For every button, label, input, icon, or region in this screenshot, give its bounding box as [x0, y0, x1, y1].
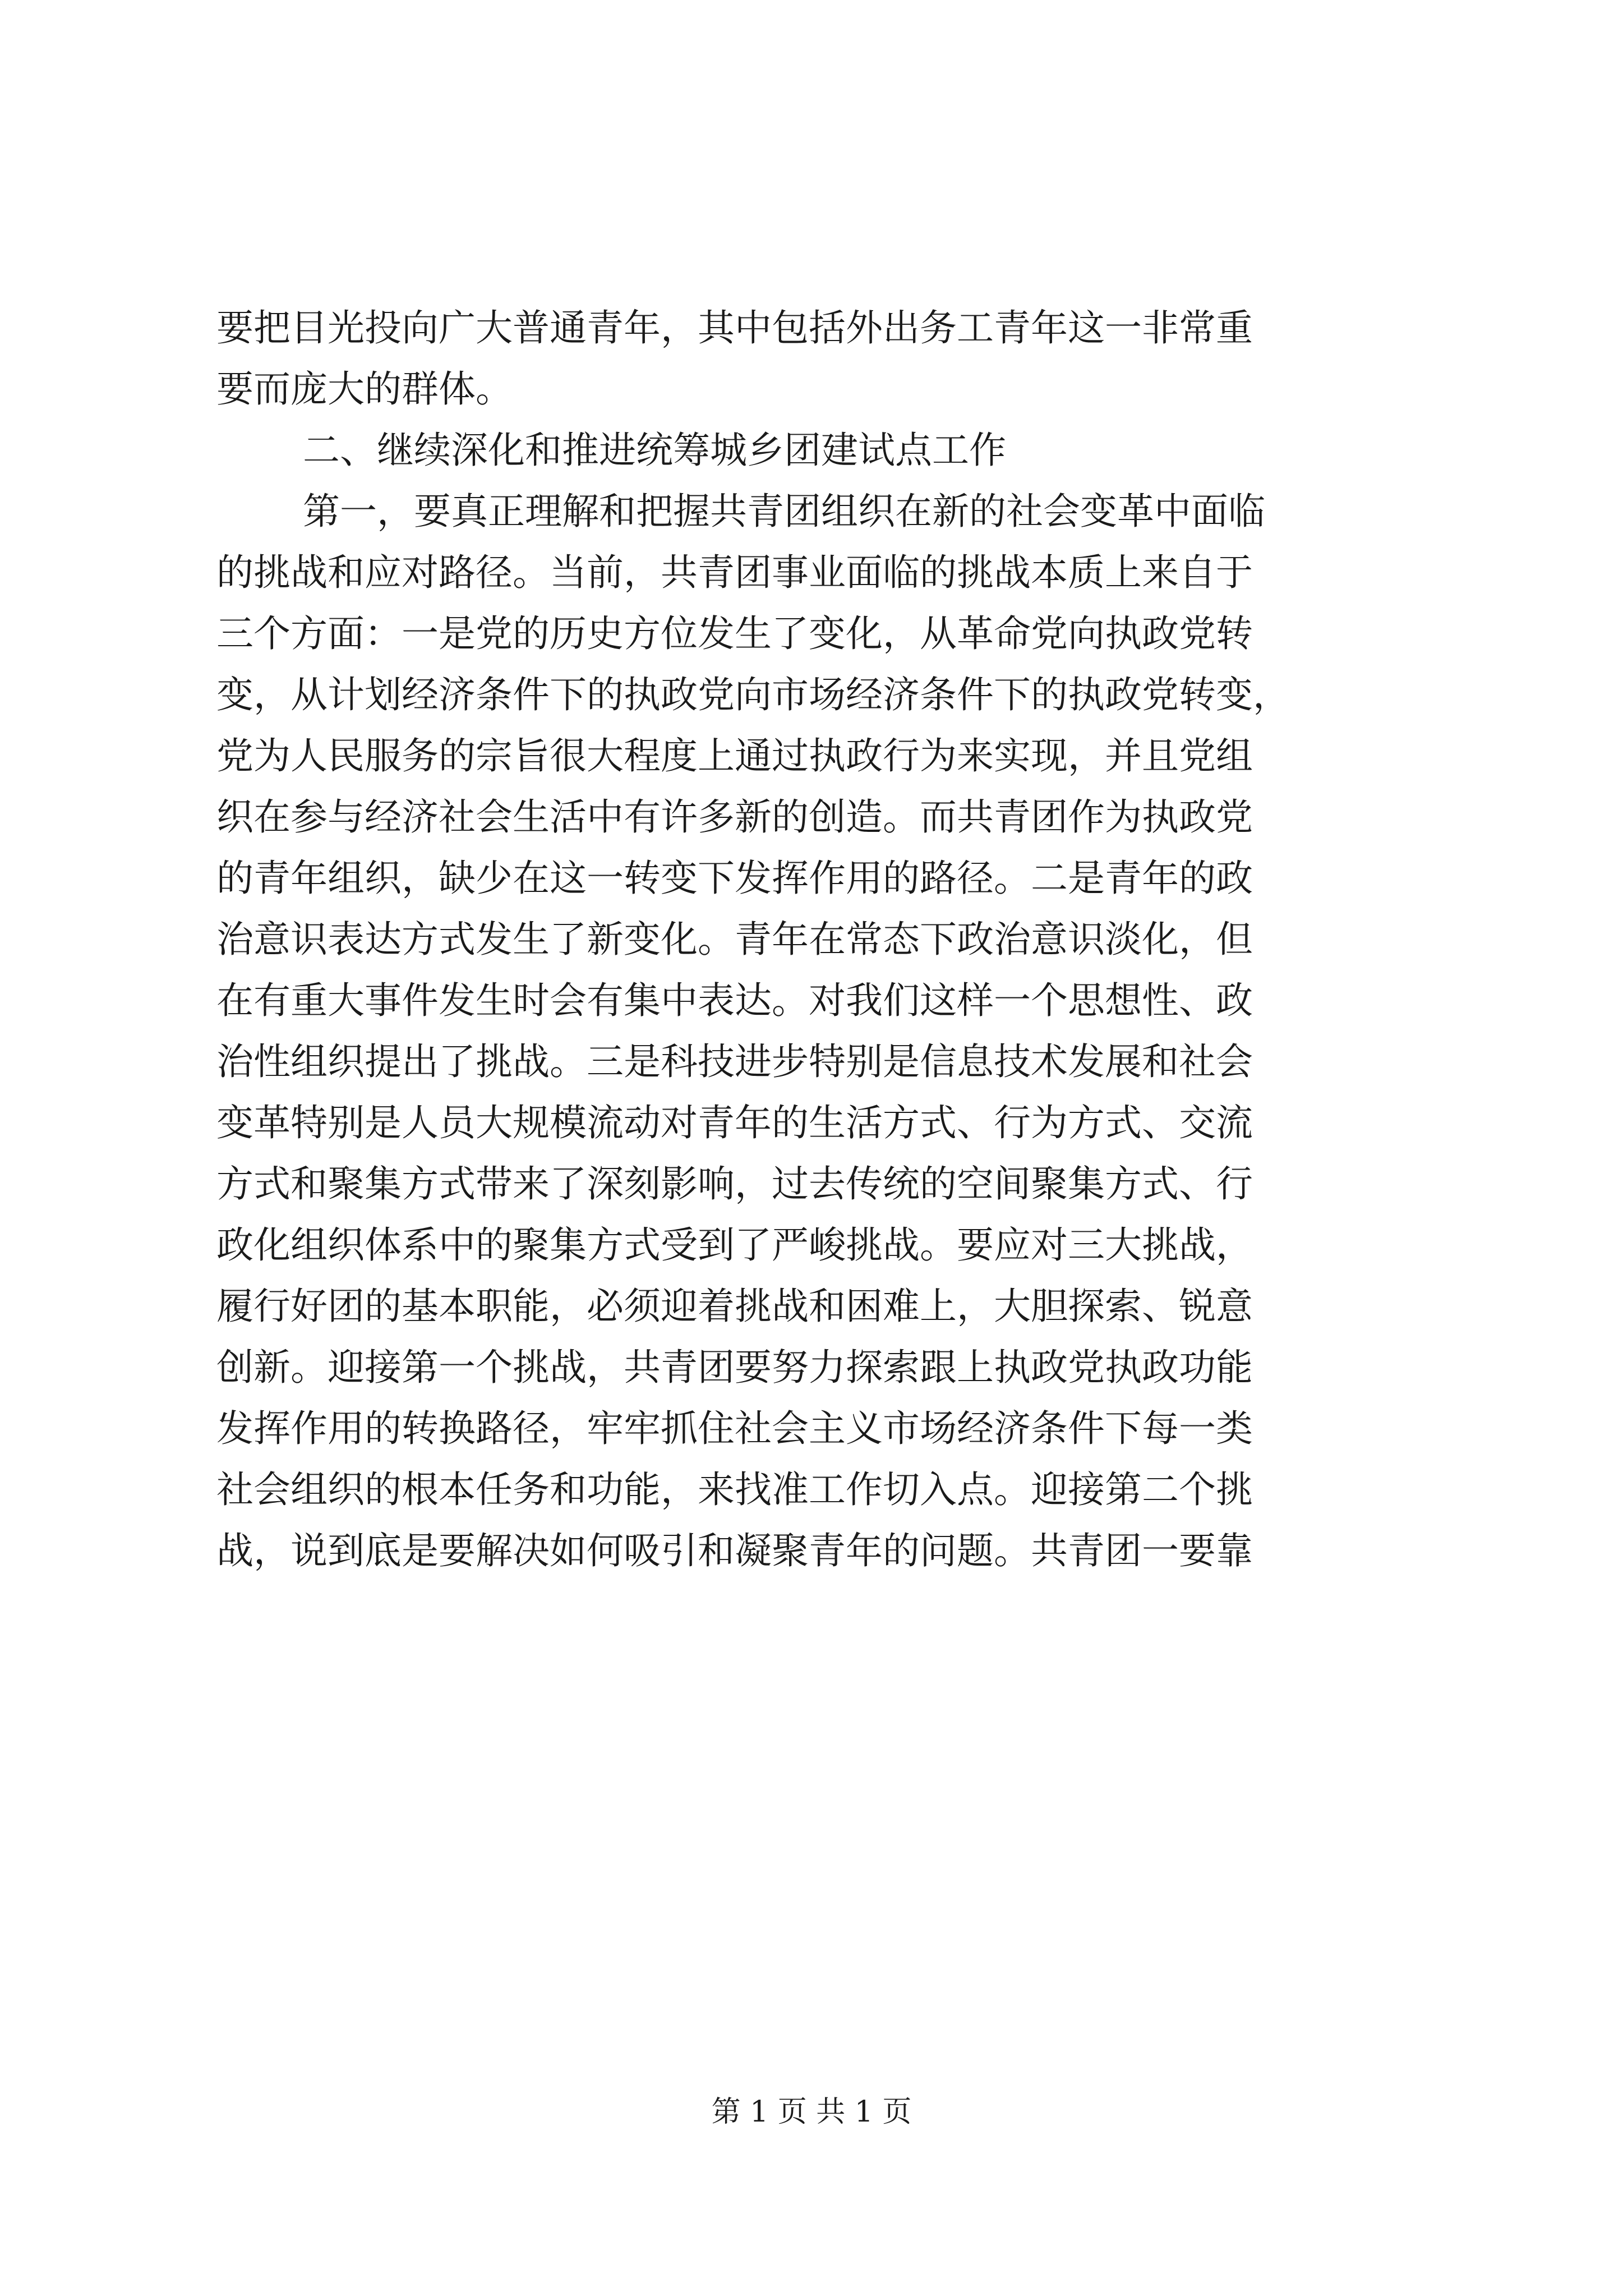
body-text-line: 战，说到底是要解决如何吸引和凝聚青年的问题。共青团一要靠 — [216, 1529, 1253, 1572]
body-text-line: 履行好团的基本职能，必须迎着挑战和困难上，大胆探索、锐意 — [216, 1285, 1253, 1328]
body-text-line: 要把目光投向广大普通青年，其中包括外出务工青年这一非常重 — [216, 306, 1253, 349]
body-text-line: 创新。迎接第一个挑战，共青团要努力探索跟上执政党执政功能 — [216, 1346, 1253, 1389]
body-text-line: 治意识表达方式发生了新变化。青年在常态下政治意识淡化，但 — [216, 918, 1253, 961]
body-text-line: 的挑战和应对路径。当前，共青团事业面临的挑战本质上来自于 — [216, 551, 1253, 594]
body-text-line: 要而庞大的群体。 — [216, 367, 513, 411]
body-text-line: 第一，要真正理解和把握共青团组织在新的社会变革中面临 — [303, 490, 1265, 533]
document-body — [216, 297, 1422, 1581]
body-text-line: 变，从计划经济条件下的执政党向市场经济条件下的执政党转变， — [216, 673, 1290, 716]
body-text-line: 政化组织体系中的聚集方式受到了严峻挑战。要应对三大挑战， — [216, 1223, 1253, 1267]
body-text-line: 社会组织的根本任务和功能，来找准工作切入点。迎接第二个挑 — [216, 1468, 1253, 1511]
section-heading: 二、继续深化和推进统筹城乡团建试点工作 — [303, 429, 1006, 472]
body-text-line: 的青年组织，缺少在这一转变下发挥作用的路径。二是青年的政 — [216, 857, 1253, 900]
body-text-line: 在有重大事件发生时会有集中表达。对我们这样一个思想性、政 — [216, 979, 1253, 1022]
body-text-line: 变革特别是人员大规模流动对青年的生活方式、行为方式、交流 — [216, 1101, 1253, 1144]
body-text-line: 织在参与经济社会生活中有许多新的创造。而共青团作为执政党 — [216, 795, 1253, 839]
body-text-line: 治性组织提出了挑战。三是科技进步特别是信息技术发展和社会 — [216, 1040, 1253, 1083]
body-text-line: 党为人民服务的宗旨很大程度上通过执政行为来实现，并且党组 — [216, 734, 1253, 777]
body-text-line: 方式和聚集方式带来了深刻影响，过去传统的空间聚集方式、行 — [216, 1162, 1253, 1205]
body-text-line: 发挥作用的转换路径，牢牢抓住社会主义市场经济条件下每一类 — [216, 1407, 1253, 1450]
page-footer: 第 1 页 共 1 页 — [711, 2095, 912, 2129]
body-text-line: 三个方面：一是党的历史方位发生了变化，从革命党向执政党转 — [216, 612, 1253, 655]
